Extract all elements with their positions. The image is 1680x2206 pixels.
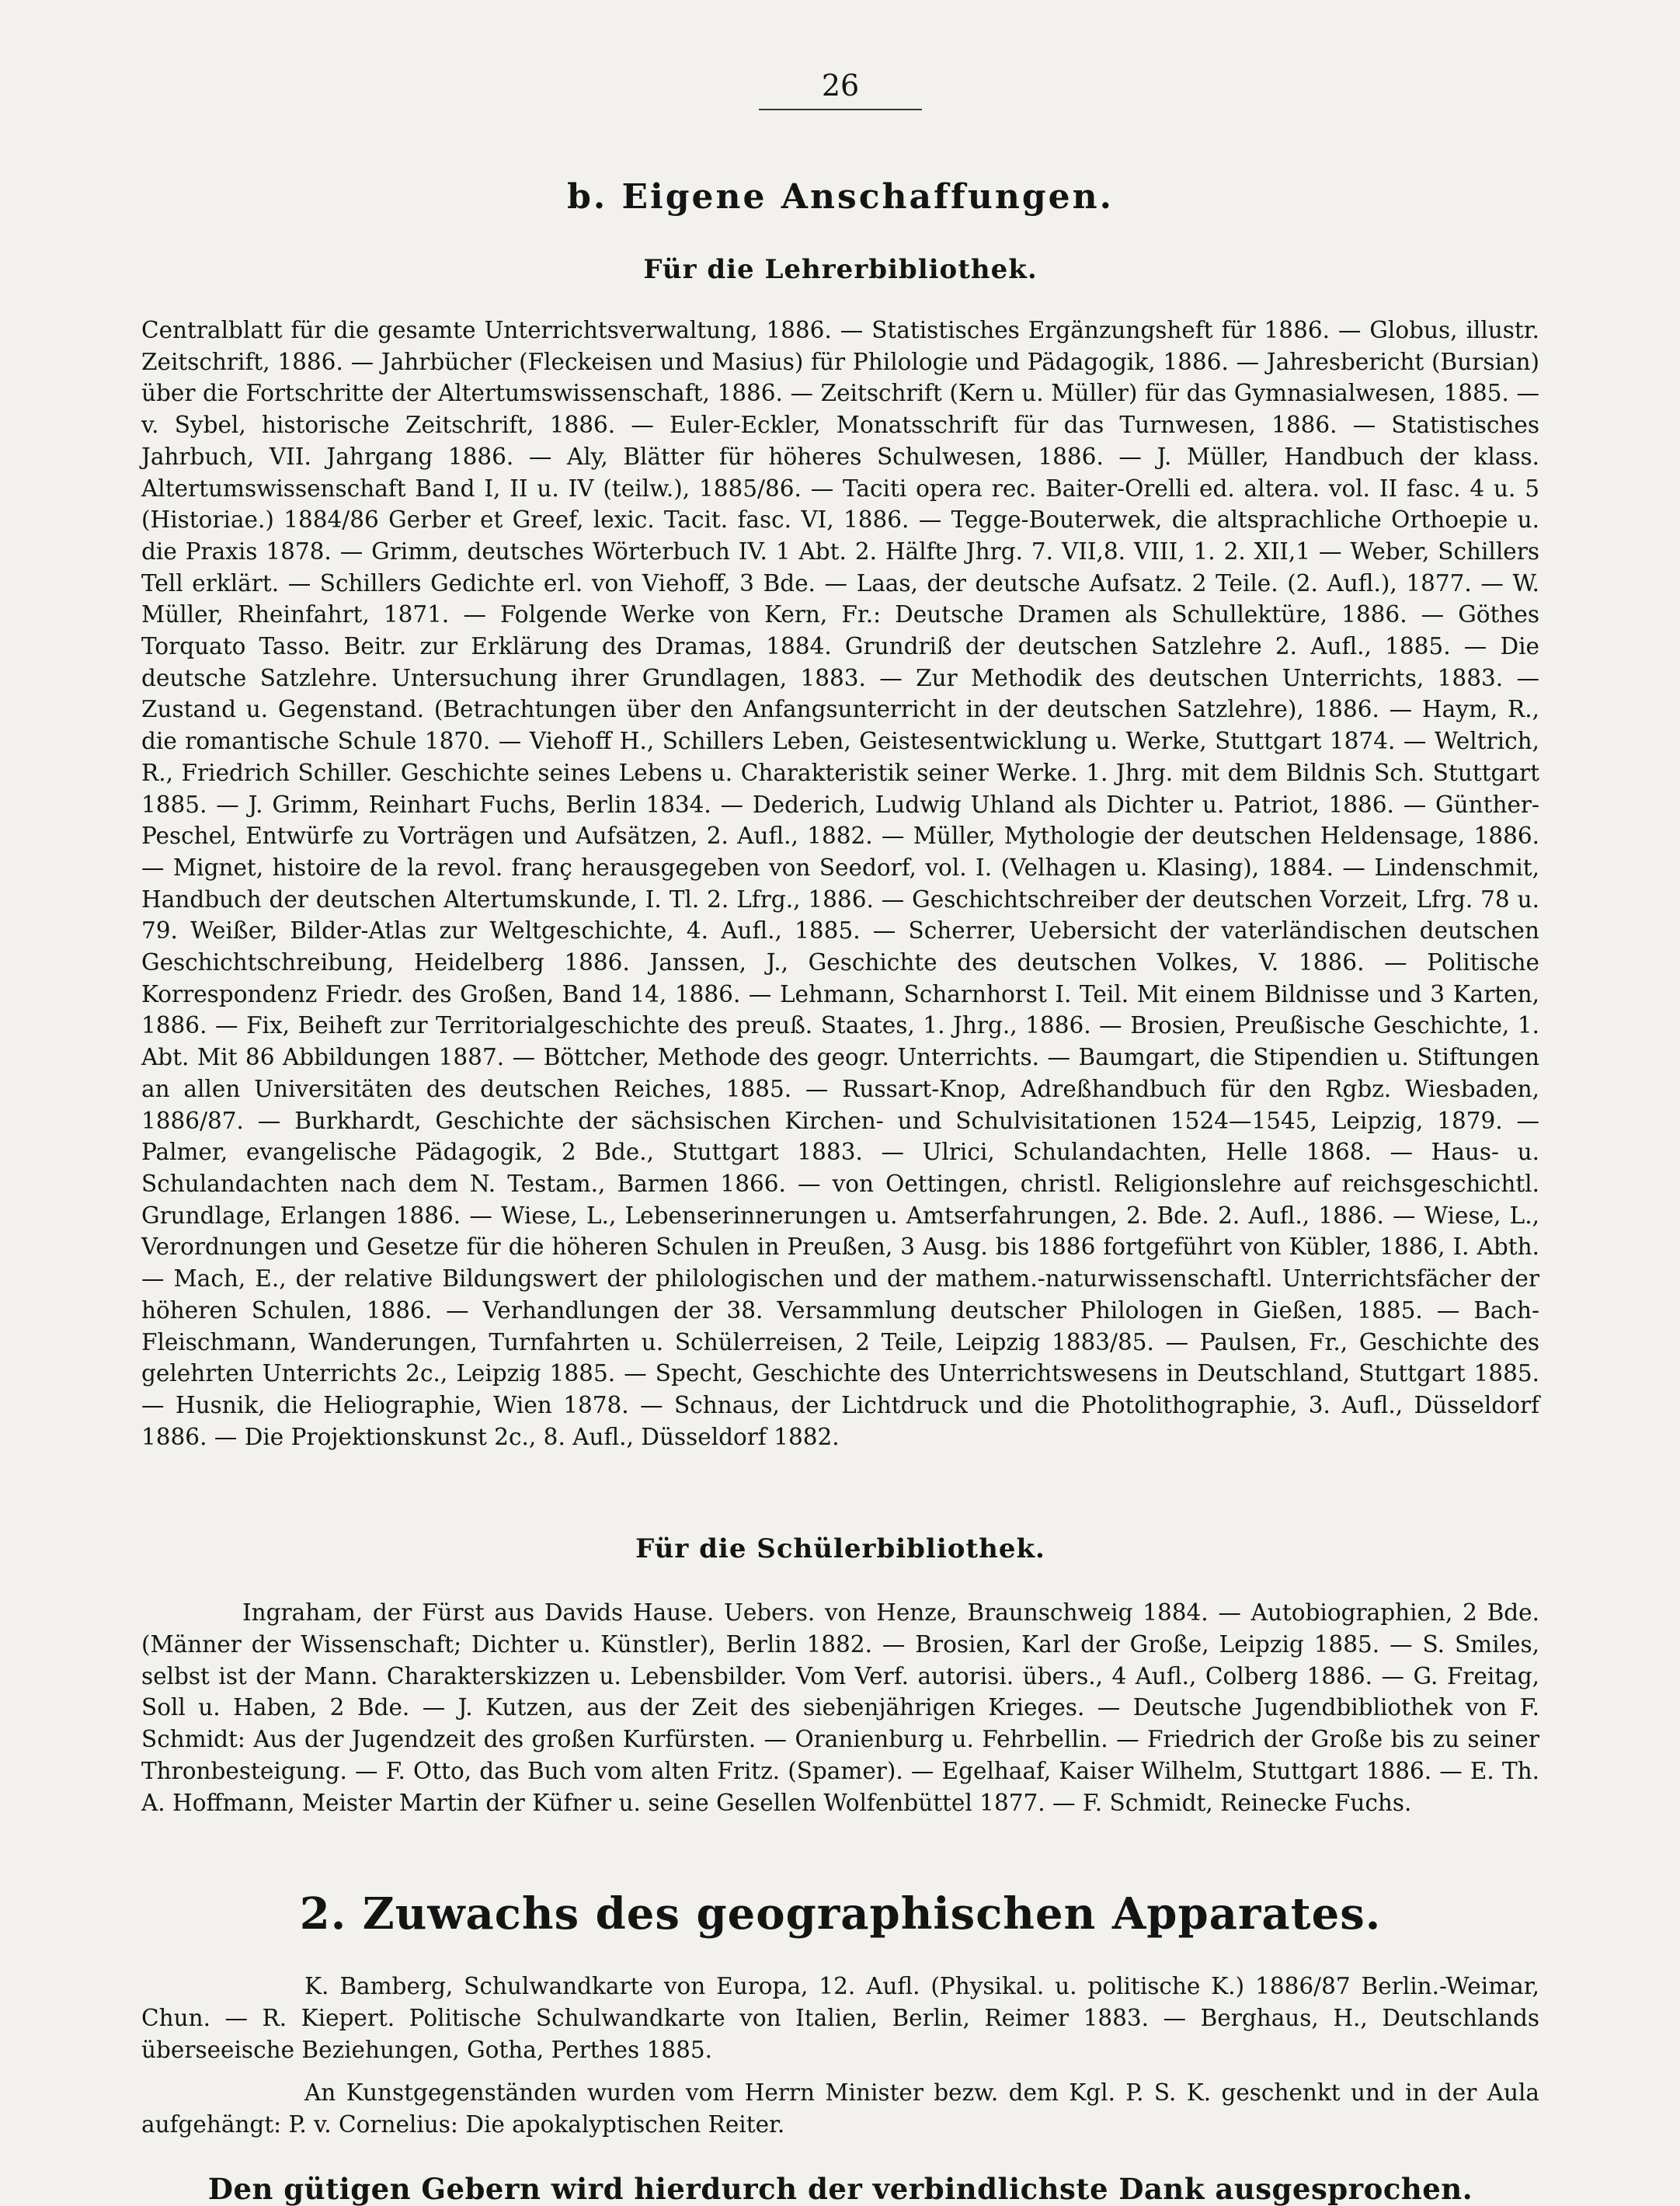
document-page <box>141 54 1539 2206</box>
page-number-rule <box>759 109 922 110</box>
page-number: 26 <box>821 68 860 103</box>
section-b-title: b. Eigene Anschaffungen. <box>567 177 1114 217</box>
geographic-apparatus-list: K. Bamberg, Schulwandkarte von Europa, 12. Aufl. (Physikal. u. politische K.) 1886/87 Berlin.-Weimar, Chun. — R. Kiepert. Politische Schulwandkarte von Italien, Berlin, Reimer 1883. — Berghaus, H., Deutschlands überseeische Beziehungen, Gotha, Perthes 1885. <box>141 1973 1539 2064</box>
thanks-line: Den gütigen Gebern wird hierdurch der verbindlichste Dank ausgesprochen. <box>207 2172 1473 2206</box>
lehrerbibliothek-heading: Für die Lehrerbibliothek. <box>643 254 1038 285</box>
schuelerbibliothek-heading: Für die Schülerbibliothek. <box>635 1533 1045 1565</box>
schuelerbibliothek-list: Ingraham, der Fürst aus Davids Hause. Uebers. von Henze, Braunschweig 1884. — Autobiographien, 2 Bde. (Männer der Wissenschaft; Dichter u. Künstler), Berlin 1882. — Brosien, Karl der Große, Leipzig 1885. — S. Smiles, selbst ist der Mann. Charakterskizzen u. Lebensbilder. Vom Verf. autorisi. übers., 4 Aufl., Colberg 1886. — G. Freitag, Soll u. Haben, 2 Bde. — J. Kutzen, aus der Zeit des siebenjährigen Krieges. — Deutsche Jugendbibliothek von F. Schmidt: Aus der Jugendzeit des großen Kurfürsten. — Oranienburg u. Fehrbellin. — Friedrich der Große bis zu seiner Thronbesteigung. — F. Otto, das Buch vom alten Fritz. (Spamer). — Egelhaaf, Kaiser Wilhelm, Stuttgart 1886. — E. Th. A. Hoffmann, Meister Martin der Küfner u. seine Gesellen Wolfenbüttel 1877. — F. Schmidt, Reinecke Fuchs. <box>141 1599 1539 1816</box>
section-2-title: 2. Zuwachs des geographischen Apparates. <box>299 1888 1382 1940</box>
art-objects-paragraph: An Kunstgegenständen wurden vom Herrn Minister bezw. dem Kgl. P. S. K. geschenkt und in der Aula aufgehängt: P. v. Cornelius: Die apokalyptischen Reiter. <box>141 2079 1539 2138</box>
lehrerbibliothek-list: Centralblatt für die gesamte Unterrichtsverwaltung, 1886. — Statistisches Ergänzungsheft für 1886. — Globus, illustr. Zeitschrift, 1886. — Jahrbücher (Fleckeisen und Masius) für Philologie und Pädagogik, 1886. — Jahresbericht (Bursian) über die Fortschritte der Altertumswissenschaft, 1886. — Zeitschrift (Kern u. Müller) für das Gymnasialwesen, 1885. — v. Sybel, historische Zeitschrift, 1886. — Euler-Eckler, Monatsschrift für das Turnwesen, 1886. — Statistisches Jahrbuch, VII. Jahrgang 1886. — Aly, Blätter für höheres Schulwesen, 1886. — J. Müller, Handbuch der klass. Altertumswissenschaft Band I, II u. IV (teilw.), 1885/86. — Taciti opera rec. Baiter-Orelli ed. altera. vol. II fasc. 4 u. 5 (Historiae.) 1884/86 Gerber et Greef, lexic. Tacit. fasc. VI, 1886. — Tegge-Bouterwek, die altsprachliche Orthoepie u. die Praxis 1878. — Grimm, deutsches Wörterbuch IV. 1 Abt. 2. Hälfte Jhrg. 7. VII,8. VIII, 1. 2. XII,1 — Weber, Schillers Tell erklärt. — Schillers Gedichte erl. von Viehoff, 3 Bde. — Laas, der deutsche Aufsatz. 2 Teile. (2. Aufl.), 1877. — W. Müller, Rheinfahrt, 1871. — Folgende Werke von Kern, Fr.: Deutsche Dramen als Schullektüre, 1886. — Göthes Torquato Tasso. Beitr. zur Erklärung des Dramas, 1884. Grundriß der deutschen Satzlehre 2. Aufl., 1885. — Die deutsche Satzlehre. Untersuchung ihrer Grundlagen, 1883. — Zur Methodik des deutschen Unterrichts, 1883. — Zustand u. Gegenstand. (Betrachtungen über den Anfangsunterricht in der deutschen Satzlehre), 1886. — Haym, R., die romantische Schule 1870. — Viehoff H., Schillers Leben, Geistesentwicklung u. Werke, Stuttgart 1874. — Weltrich, R., Friedrich Schiller. Geschichte seines Lebens u. Charakteristik seiner Werke. 1. Jhrg. mit dem Bildnis Sch. Stuttgart 1885. — J. Grimm, Reinhart Fuchs, Berlin 1834. — Dederich, Ludwig Uhland als Dichter u. Patriot, 1886. — Günther-Peschel, Entwürfe zu Vorträgen und Aufsätzen, 2. Aufl., 1882. — Müller, Mythologie der deutschen Heldensage, 1886. — Mignet, histoire de la revol. franç herausgegeben von Seedorf, vol. I. (Velhagen u. Klasing), 1884. — Lindenschmit, Handbuch der deutschen Altertumskunde, I. Tl. 2. Lfrg., 1886. — Geschichtschreiber der deutschen Vorzeit, Lfrg. 78 u. 79. Weißer, Bilder-Atlas zur Weltgeschichte, 4. Aufl., 1885. — Scherrer, Uebersicht der vaterländischen deutschen Geschichtschreibung, Heidelberg 1886. Janssen, J., Geschichte des deutschen Volkes, V. 1886. — Politische Korrespondenz Friedr. des Großen, Band 14, 1886. — Lehmann, Scharnhorst I. Teil. Mit einem Bildnisse und 3 Karten, 1886. — Fix, Beiheft zur Territorialgeschichte des preuß. Staates, 1. Jhrg., 1886. — Brosien, Preußische Geschichte, 1. Abt. Mit 86 Abbildungen 1887. — Böttcher, Methode des geogr. Unterrichts. — Baumgart, die Stipendien u. Stiftungen an allen Universitäten des deutschen Reiches, 1885. — Russart-Knop, Adreßhandbuch für den Rgbz. Wiesbaden, 1886/87. — Burkhardt, Geschichte der sächsischen Kirchen- und Schulvisitationen 1524—1545, Leipzig, 1879. — Palmer, evangelische Pädagogik, 2 Bde., Stuttgart 1883. — Ulrici, Schulandachten, Helle 1868. — Haus- u. Schulandachten nach dem N. Testam., Barmen 1866. — von Oettingen, christl. Religionslehre auf reichsgeschichtl. Grundlage, Erlangen 1886. — Wiese, L., Lebenserinnerungen u. Amtserfahrungen, 2. Bde. 2. Aufl., 1886. — Wiese, L., Verordnungen und Gesetze für die höheren Schulen in Preußen, 3 Ausg. bis 1886 fortgeführt von Kübler, 1886, I. Abth. — Mach, E., der relative Bildungswert der philologischen und der mathem.-naturwissenschaftl. Unterrichtsfächer der höheren Schulen, 1886. — Verhandlungen der 38. Versammlung deutscher Philologen in Gießen, 1885. — Bach-Fleischmann, Wanderungen, Turnfahrten u. Schülerreisen, 2 Teile, Leipzig 1883/85. — Paulsen, Fr., Geschichte des gelehrten Unterrichts 2c., Leipzig 1885. — Specht, Geschichte des Unterrichtswesens in Deutschland, Stuttgart 1885. — Husnik, die Heliographie, Wien 1878. — Schnaus, der Lichtdruck und die Photolithographie, 3. Aufl., Düsseldorf 1886. — Die Projektionskunst 2c., 8. Aufl., Düsseldorf 1882. <box>141 317 1539 1450</box>
